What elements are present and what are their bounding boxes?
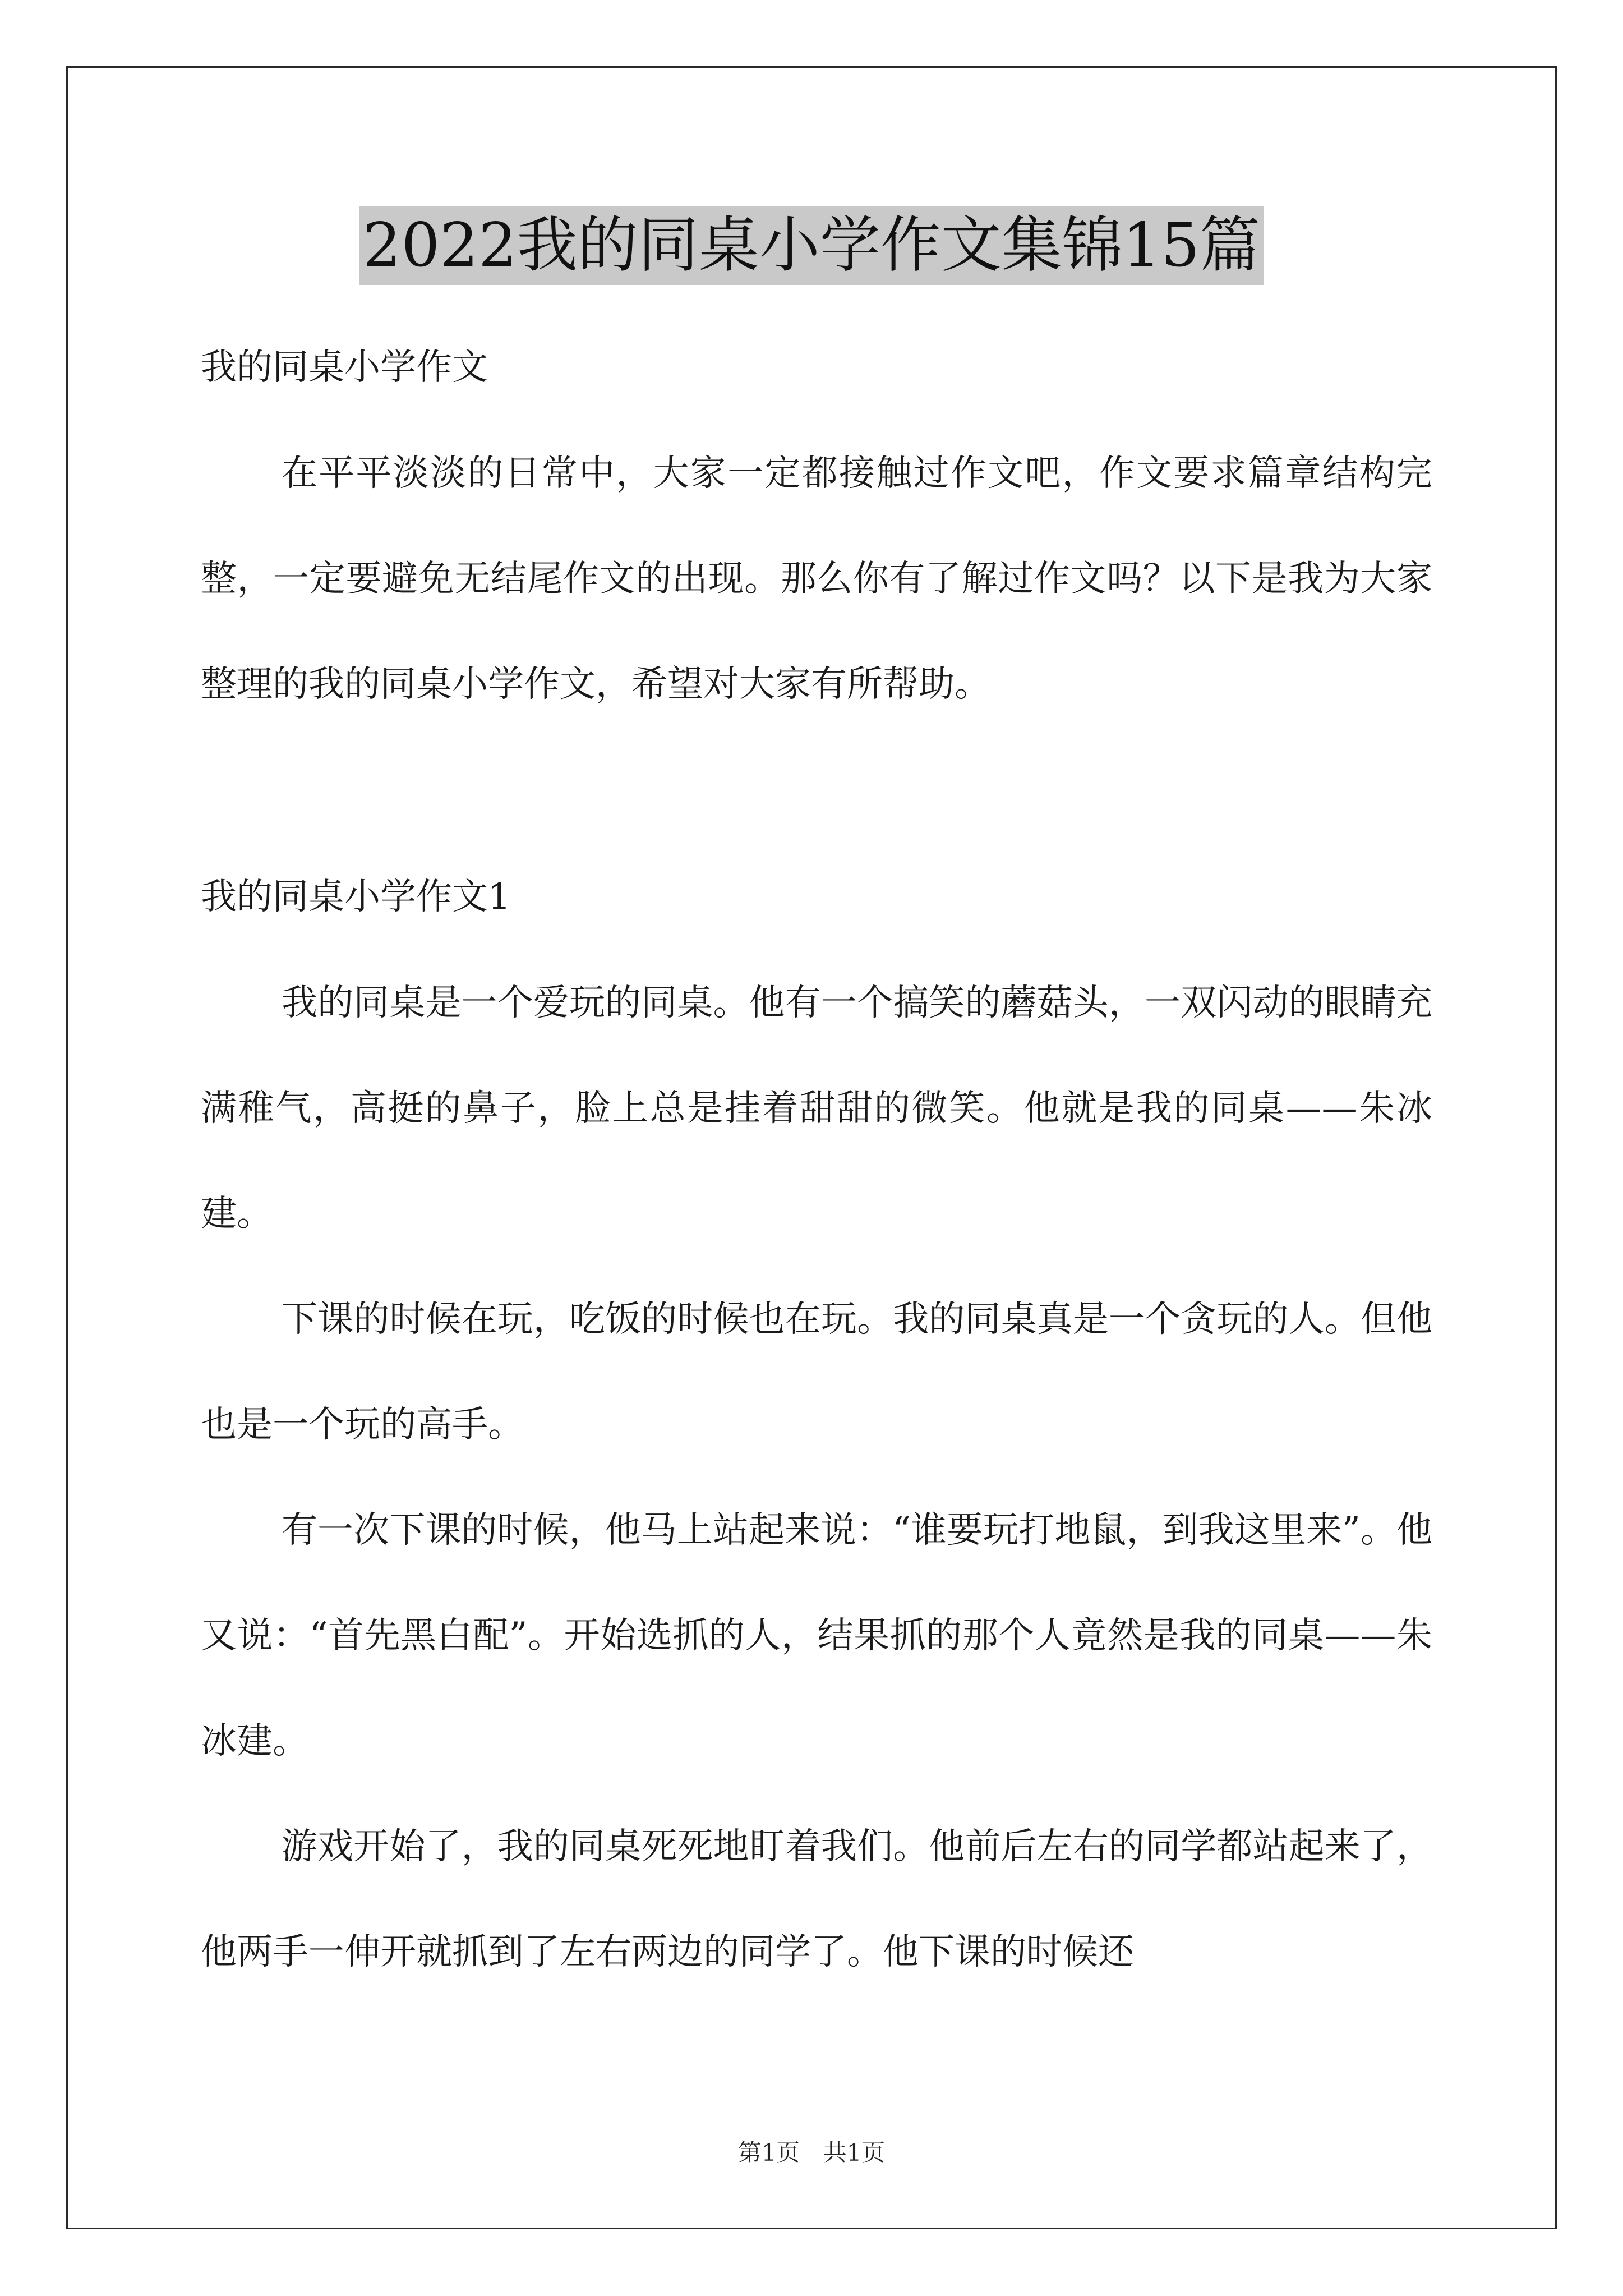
document-title: 2022我的同桌小学作文集锦15篇 (359, 206, 1264, 285)
title-container (0, 206, 1623, 285)
section-heading: 我的同桌小学作文 (201, 347, 488, 388)
page-number-total: 共1页 (823, 2139, 886, 2166)
document-body (201, 314, 1432, 2005)
page-footer (0, 2136, 1623, 2170)
intro-paragraph: 在平平淡淡的日常中，大家一定都接触过作文吧，作文要求篇章结构完整，一定要避免无结尾作文的出现。那么你有了解过作文吗？以下是我为大家整理的我的同桌小学作文，希望对大家有所帮助。 (201, 453, 1432, 705)
section-spacer (201, 737, 1432, 844)
essay-paragraph: 有一次下课的时候，他马上站起来说：“谁要玩打地鼠，到我这里来”。他又说：“首先黑白配”。开始选抓的人，结果抓的那个人竟然是我的同桌——朱冰建。 (201, 1510, 1432, 1762)
essay-paragraph: 下课的时候在玩，吃饭的时候也在玩。我的同桌真是一个贪玩的人。但他也是一个玩的高手。 (201, 1299, 1432, 1446)
essay-paragraph: 我的同桌是一个爱玩的同桌。他有一个搞笑的蘑菇头，一双闪动的眼睛充满稚气，高挺的鼻子，脸上总是挂着甜甜的微笑。他就是我的同桌——朱冰建。 (201, 982, 1432, 1235)
essay-heading: 我的同桌小学作文1 (201, 876, 511, 918)
page-number-current: 第1页 (737, 2139, 800, 2166)
essay-paragraph: 游戏开始了，我的同桌死死地盯着我们。他前后左右的同学都站起来了，他两手一伸开就抓到了左右两边的同学了。他下课的时候还 (201, 1826, 1432, 1973)
